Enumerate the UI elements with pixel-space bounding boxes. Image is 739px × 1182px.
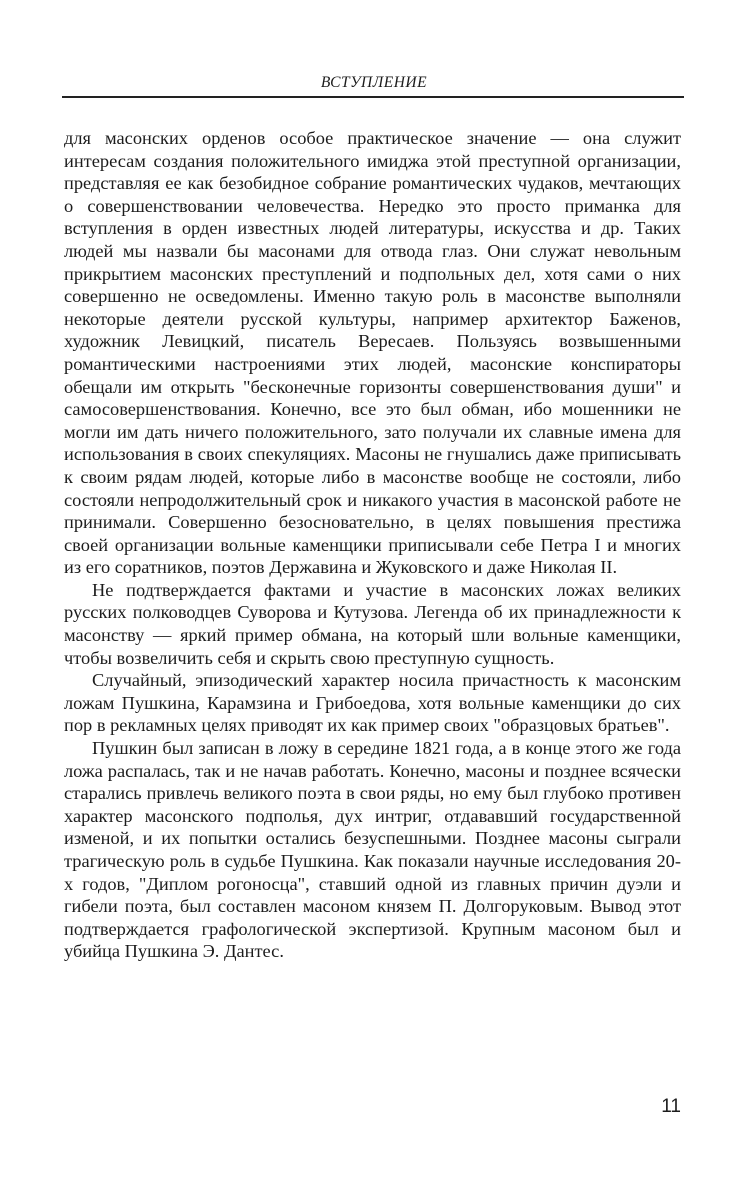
paragraph-1: для масонских орденов особое практическое значение — она служит интересам создания положительного имиджа этой преступной организации, представляя ее как безобидное собрание романтических чудаков, мечтающих о совершенствовании человечества. Нередко это просто приманка для вступления в орден известных людей литературы, искусства и др. Таких людей мы назвали бы масонами для отвода глаз. Они служат невольным прикрытием масонских преступлений и подпольных дел, хотя сами о них совершенно не осведомлены. Именно такую роль в масонстве выполняли некоторые деятели русской культуры, например архитектор Баженов, художник Левицкий, писатель Вересаев. Пользуясь возвышенными романтическими настроениями этих людей, масонские конспираторы обещали им открыть "бесконечные горизонты совершенствования души" и самосовершенствования. Конечно, все это был обман, ибо мошенники не могли им дать ничего положительного, зато получали их славные имена для использования в своих спекуляциях. Масоны не гнушались даже приписывать к своим рядам людей, которые либо в масонстве вообще не состояли, либо состояли непродолжительный срок и никакого участия в масонской работе не принимали. Совершенно безосновательно, в целях повышения престижа своей организации вольные каменщики приписывали себе Петра I и многих из его соратников, поэтов Державина и Жуковского и даже Николая II. <box>64 128 681 578</box>
paragraph-2: Не подтверждается фактами и участие в масонских ложах великих русских полководцев Суворова и Кутузова. Легенда об их принадлежности к масонству — яркий пример обмана, на который шли вольные каменщики, чтобы возвеличить себя и скрыть свою преступную сущность. <box>64 579 681 668</box>
paragraph-4: Пушкин был записан в ложу в середине 1821 года, а в конце этого же года ложа распалась, так и не начав работать. Конечно, масоны и позднее всячески старались привлечь великого поэта в свои ряды, но ему был глубоко противен характер масонского подполья, дух интриг, отдававший государственной изменой, и их попытки остались безуспешными. Позднее масоны сыграли трагическую роль в судьбе Пушкина. Как показали научные исследования 20-х годов, "Диплом рогоносца", ставший одной из главных причин дуэли и гибели поэта, был составлен масоном князем П. Долгоруковым. Вывод этот подтверждается графологической экспертизой. Крупным масоном был и убийца Пушкина Э. Дантес. <box>64 738 681 962</box>
header-rule <box>62 96 684 98</box>
page-number: 11 <box>661 1096 681 1117</box>
body-text <box>64 127 681 963</box>
book-page <box>64 0 684 1182</box>
paragraph-3: Случайный, эпизодический характер носила причастность к масонским ложам Пушкина, Карамзина и Грибоедова, хотя вольные каменщики до сих пор в рекламных целях приводят их как пример своих "образцовых братьев". <box>64 670 681 736</box>
running-head: ВСТУПЛЕНИЕ <box>320 74 428 91</box>
